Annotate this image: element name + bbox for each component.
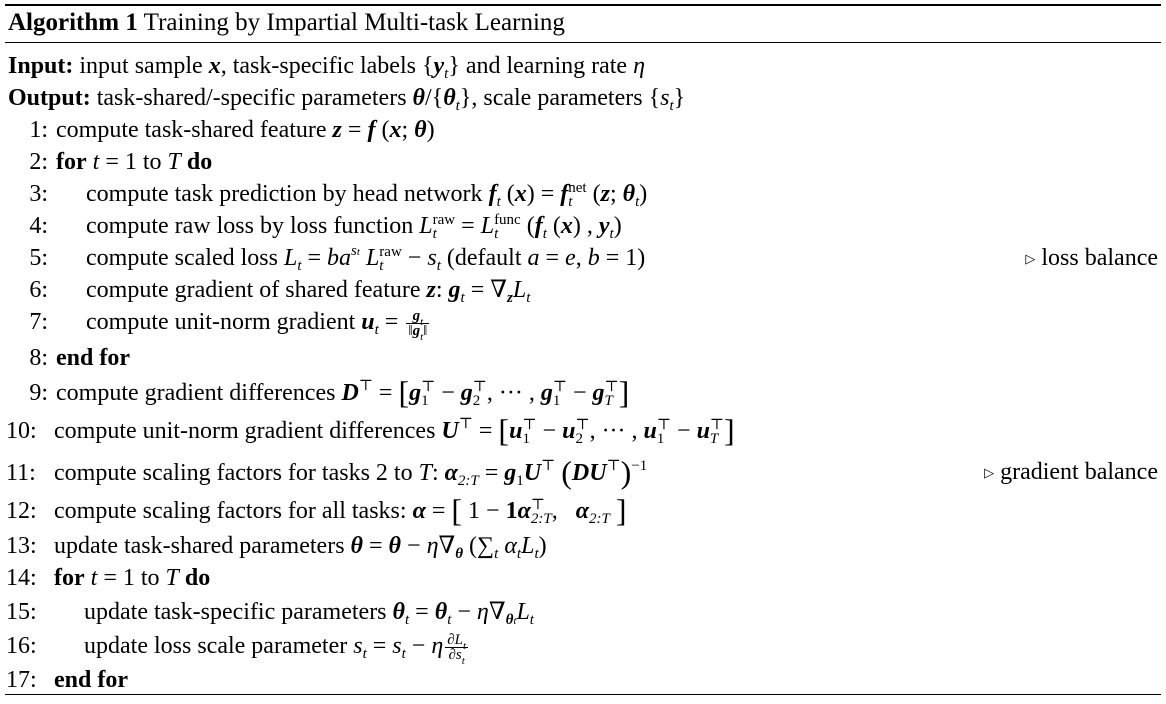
line-number: 11:: [6, 460, 36, 486]
gradient-balance-comment: [984, 456, 1158, 489]
line-number: 16:: [6, 633, 37, 659]
line-text: compute gradient of shared feature z: $g_t = \nabla_zL_t$: [86, 277, 531, 306]
algorithm-title: Training by Impartial Multi-task Learning: [143, 9, 565, 36]
line-text: update task-shared parameters $\theta = \theta - \eta\nabla_\theta$ ($\sum_t$ $\alpha_tL_t$): [54, 533, 547, 562]
line-number: 5:: [29, 245, 48, 271]
algo-line-8: [8, 342, 1158, 374]
line-text: compute scaling factors for all tasks: α = [ 1 − 1α ⊤ 2:T , $\alpha_{2:T}$ ]: [54, 492, 627, 528]
top-rule: [5, 4, 1161, 6]
line-number: 17:: [6, 667, 37, 693]
bottom-rule: [5, 694, 1161, 695]
comment-triangle-icon: ▷: [1025, 251, 1036, 266]
input-text: input sample x, task-specific labels $\{y_t\}$ and learning rate η: [79, 53, 645, 82]
line-number: 1:: [29, 117, 48, 143]
line-text: compute scaled loss $L_t = ba^{st}$ L raw t − $s_t$ (default a = e, b = 1): [86, 243, 646, 275]
line-number: 13:: [6, 533, 37, 559]
line-text: compute unit-norm gradient differences U⊤ = [u ⊤ 1 − u ⊤ 2 , ··· , u ⊤ 1 − u ⊤ T ]: [54, 412, 735, 448]
algo-line-14: [8, 562, 1158, 594]
line-text: compute unit-norm gradient $u_t$ = $\frac{g_t}{‖g_t‖}$: [86, 307, 428, 343]
line-text: compute gradient differences D⊤ = [g ⊤ 1 − g ⊤ 2 , ··· , g ⊤ 1 − g ⊤ T ]: [56, 374, 630, 410]
line-text: compute task prediction by head network $f_t$ (x) = f net t (z; $\theta_t$): [86, 180, 648, 211]
algo-line-1: [8, 114, 1158, 146]
line-number: 6:: [29, 277, 48, 303]
comment-text: loss balance: [1041, 245, 1158, 271]
line-number: 10:: [6, 418, 37, 444]
line-text: update loss scale parameter $s_t = s_t - \eta$ $\frac{\partial L_t}{\partial s_t}$: [84, 631, 467, 667]
do-keyword: do: [186, 149, 213, 175]
algo-line-9: [8, 376, 1158, 408]
line-number: 3:: [29, 181, 48, 207]
algorithm-caption: [8, 8, 565, 38]
algo-line-6: [8, 274, 1158, 306]
algo-line-4: [8, 210, 1158, 242]
algo-line-2: [8, 146, 1158, 178]
algo-line-11: [8, 456, 1158, 488]
output-text: task-shared/-specific parameters $\theta/\{\theta_t\}$, scale parameters $\{s_t\}$: [96, 85, 686, 114]
output-line: [8, 82, 1158, 114]
line-number: 4:: [29, 213, 48, 239]
loss-balance-comment: [1025, 242, 1158, 275]
algo-line-5: [8, 242, 1158, 274]
algo-line-7: [8, 306, 1158, 343]
output-label: Output:: [8, 85, 91, 111]
input-label: Input:: [8, 53, 74, 79]
input-line: [8, 50, 1158, 82]
line-number: 14:: [6, 565, 37, 591]
line-text: compute raw loss by loss function L raw t = L func t ($f_t$ (x) , $y_t$): [86, 212, 622, 243]
comment-text: gradient balance: [1000, 459, 1158, 485]
for-keyword: for: [56, 149, 87, 175]
algo-line-13: [8, 530, 1158, 562]
algo-line-3: [8, 178, 1158, 210]
line-number: 8:: [29, 345, 48, 371]
algo-line-12: [8, 494, 1158, 526]
line-number: 2:: [29, 149, 48, 175]
line-text: compute scaling factors for tasks 2 to T: $\alpha_{2:T} = g_1U^⊤$ $(DU^⊤)^{-1}$: [54, 454, 648, 490]
line-text: t = 1 to T: [92, 149, 181, 175]
algo-line-17: [8, 664, 1158, 696]
end-for-keyword: end for: [54, 667, 128, 693]
line-number: 7:: [29, 309, 48, 335]
algorithm-label: Algorithm 1: [8, 9, 138, 36]
line-number: 9:: [29, 380, 48, 406]
end-for-keyword: end for: [56, 345, 130, 371]
line-text: update task-specific parameters $\theta_t = \theta_t - \eta\nabla_{\theta t}L_t$: [84, 599, 534, 628]
algo-line-15: [8, 596, 1158, 628]
do-keyword: do: [184, 565, 211, 591]
algo-line-10: [8, 414, 1158, 446]
line-text: compute task-shared feature z = f (x; θ): [56, 117, 435, 143]
line-number: 15:: [6, 599, 37, 625]
line-text: t = 1 to T: [90, 565, 179, 591]
algo-line-16: [6, 630, 1158, 667]
caption-rule: [5, 42, 1161, 43]
comment-triangle-icon: ▷: [984, 465, 995, 480]
line-number: 12:: [6, 498, 37, 524]
for-keyword: for: [54, 565, 85, 591]
